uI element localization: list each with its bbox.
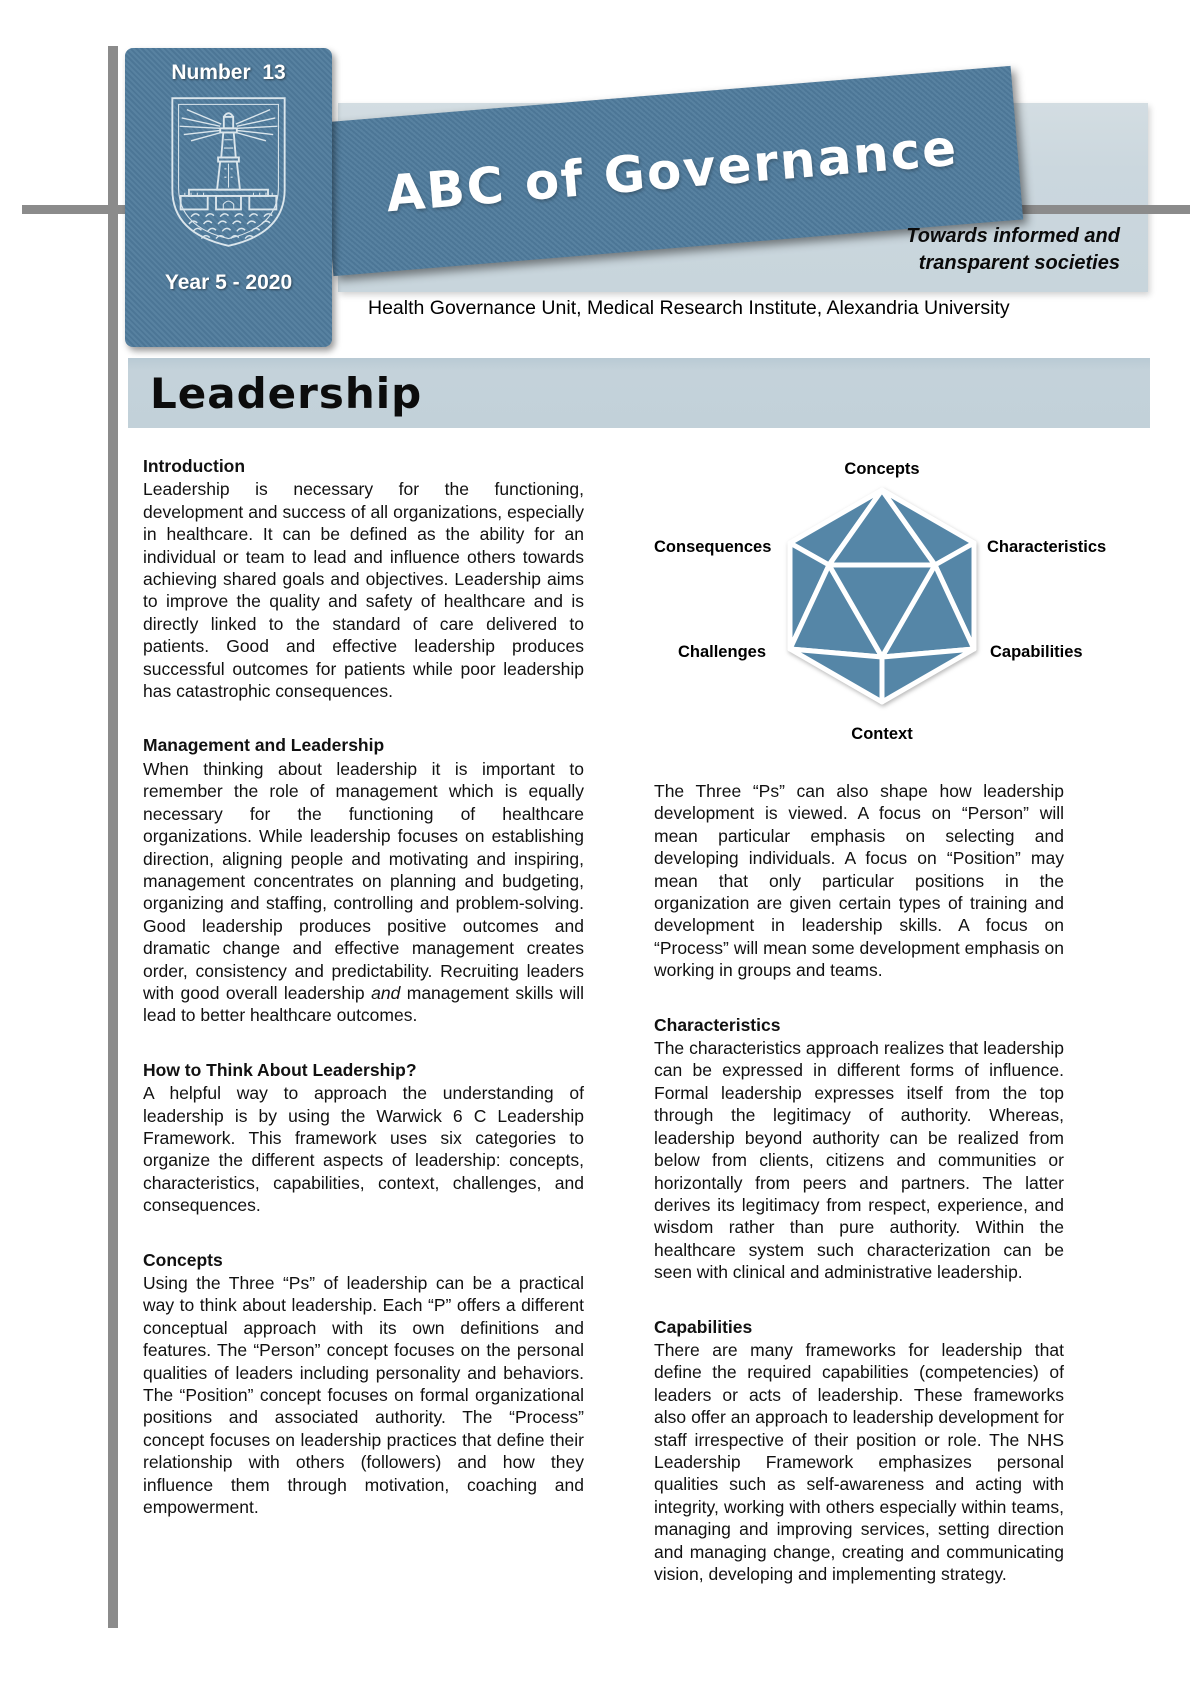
issue-badge bbox=[125, 48, 332, 347]
affiliation: Health Governance Unit, Medical Research Institute, Alexandria University bbox=[368, 297, 1010, 319]
article-title: Leadership bbox=[150, 368, 423, 418]
tagline-line1: Towards informed and bbox=[906, 225, 1120, 247]
issue-year: Year 5 - 2020 bbox=[164, 271, 293, 294]
article-title-bar bbox=[128, 358, 1150, 428]
banner-title: ABC of Governance bbox=[383, 118, 961, 224]
diagram-label-characteristics: Characteristics bbox=[987, 538, 1107, 556]
body-management-part2: management skills will lead to better healthcare outcomes. bbox=[143, 982, 584, 1026]
body-concepts: Using the Three “Ps” of leadership can be a practical way to think about leadership. Each “P” offers a different conceptual approach with its own definitions and features. The “Person” concept focuses on the personal qualities of leaders including personality and behaviors. The “Position” concept focuses on formal organizational positions and associated authority. The “Process” concept focuses on leadership practices that define their relationship with others (followers) and how they influence them through motivation, coaching and empowerment. bbox=[143, 1273, 584, 1518]
body-characteristics: The characteristics approach realizes that leadership can be expressed in different forms of influence. Formal leadership expresses itself from the top through the legitimacy of authority. Whereas, leadership beyond authority can be realized from below from clients, citizens and communities or horizontally from peers and partners. The latter derives its legitimacy from respect, experience, and wisdom rather than pure authority. Within the healthcare system such characterization can be seen with clinical and administrative leadership. bbox=[654, 1038, 1064, 1283]
right-column bbox=[654, 455, 1107, 1585]
body-introduction: Leadership is necessary for the functioning, development and success of all organizations, especially in healthcare. It can be defined as the ability for an individual or team to lead and influence others towards achieving shared goals and objectives. Leadership aims to improve the quality and safety of healthcare and is directly linked to the standard of care delivered to patients. Good and effective leadership produces successful outcomes for patients while poor leadership has catastrophic consequences. bbox=[143, 479, 584, 702]
issue-number: Number 13 bbox=[171, 61, 286, 84]
heading-how-to-think: How to Think About Leadership? bbox=[143, 1059, 417, 1080]
diagram-label-context: Context bbox=[851, 725, 913, 743]
body-three-ps: The Three “Ps” can also shape how leadership development is viewed. A focus on “Person” will mean particular emphasis on selecting and developing individuals. A focus on “Position” may mean that only particular positions in the organization are given certain types of training and development in leadership skills. A focus on “Process” will mean some development emphasis on working in groups and teams. bbox=[654, 781, 1064, 981]
heading-management: Management and Leadership bbox=[143, 735, 385, 756]
diagram-label-challenges: Challenges bbox=[677, 643, 766, 661]
warwick-6c-diagram bbox=[654, 455, 1107, 780]
body-how-to-think: A helpful way to approach the understanding of leadership is by using the Warwick 6 C Leadership Framework. This framework uses six categories to organize the different aspects of leadership: concepts, characteristics, capabilities, context, challenges, and consequences. bbox=[143, 1083, 584, 1216]
diagram-label-concepts: Concepts bbox=[844, 460, 920, 478]
body-management-italic: and bbox=[371, 982, 401, 1003]
icosahedron-icon bbox=[767, 481, 997, 711]
heading-characteristics: Characteristics bbox=[654, 1014, 781, 1035]
heading-concepts: Concepts bbox=[143, 1249, 223, 1270]
lighthouse-emblem-icon bbox=[166, 94, 291, 250]
tagline bbox=[700, 223, 1120, 277]
diagram-label-consequences: Consequences bbox=[654, 538, 772, 556]
heading-introduction: Introduction bbox=[143, 456, 246, 476]
heading-capabilities: Capabilities bbox=[654, 1316, 753, 1337]
tagline-line2: transparent societies bbox=[918, 252, 1120, 274]
body-management-part1: When thinking about leadership it is important to remember the role of management which is equally necessary for the functioning of healthcare organizations. While leadership focuses on establishing direction, aligning people and motivating and inspiring, management concentrates on planning and budgeting, organizing and staffing, controlling and problem-solving. Good leadership produces positive outcomes and dramatic change and effective management creates order, consistency and predictability. Recruiting leaders with good overall leadership bbox=[143, 758, 584, 1003]
vertical-rule bbox=[108, 46, 118, 1628]
body-capabilities: There are many frameworks for leadership that define the required capabilities (competencies) of leaders or acts of leadership. These frameworks also offer an approach to leadership development for staff irrespective of their position or role. The NHS Leadership Framework emphasizes personal qualities such as self-awareness and acting with integrity, working with others especially within teams, managing and improving services, setting direction and managing change, creating and communicating vision, developing and implementing strategy. bbox=[654, 1339, 1064, 1584]
left-column bbox=[143, 455, 584, 1518]
diagram-label-capabilities: Capabilities bbox=[990, 643, 1083, 661]
body-management bbox=[143, 758, 584, 1027]
